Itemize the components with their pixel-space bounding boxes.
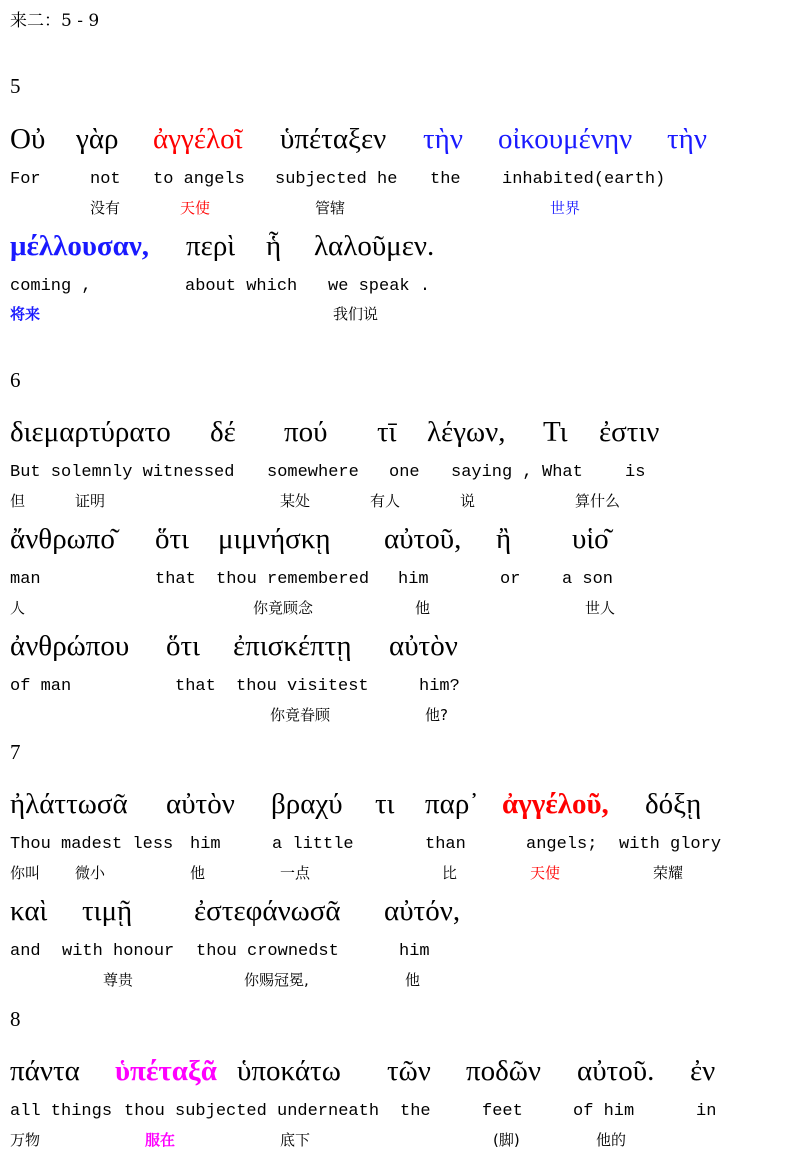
english-gloss: thou crownedst <box>196 942 339 961</box>
chinese-gloss: 某处 <box>280 492 311 510</box>
english-gloss: angels; <box>526 835 598 854</box>
greek-word: τιμῇ <box>82 895 133 927</box>
greek-word: ὑπέταξᾶ <box>115 1055 217 1087</box>
english-gloss: we speak . <box>328 277 431 296</box>
english-gloss: somewhere <box>267 463 359 482</box>
english-gloss: and <box>10 942 41 961</box>
chinese-gloss: 你赐冠冕, <box>244 971 309 989</box>
greek-word: αὐτὸν <box>389 630 458 662</box>
chinese-gloss: 算什么 <box>575 492 621 510</box>
greek-word: ὅτι <box>166 630 200 662</box>
chinese-gloss: 他 <box>405 971 421 989</box>
chinese-gloss: 天使 <box>530 864 561 882</box>
english-gloss: thou visitest <box>236 677 369 696</box>
greek-word: ἠλάττωσᾶ <box>10 788 128 820</box>
english-gloss: with honour <box>62 942 175 961</box>
english-gloss: all things <box>10 1102 113 1121</box>
greek-word: ἐπισκέπτῃ <box>233 630 352 662</box>
greek-word: αὐτοῦ, <box>384 523 462 555</box>
english-gloss: him <box>399 942 430 961</box>
greek-word: ποδῶν <box>466 1055 542 1087</box>
chinese-gloss: 底下 <box>280 1131 311 1149</box>
greek-word: ἀνθρώπου <box>10 630 130 662</box>
chinese-gloss: 他的 <box>596 1131 627 1149</box>
greek-word: Οὐ <box>10 123 46 155</box>
english-gloss: or <box>500 570 521 589</box>
english-gloss: of him <box>573 1102 635 1121</box>
english-gloss: him <box>398 570 429 589</box>
chinese-gloss: 世人 <box>585 599 616 617</box>
greek-word: ἧ <box>266 230 282 262</box>
english-gloss: But solemnly witnessed <box>10 463 235 482</box>
greek-word: ἐστεφάνωσᾶ <box>194 895 341 927</box>
greek-word: ἐστιν <box>599 416 660 448</box>
chinese-gloss: 我们说 <box>333 305 379 323</box>
english-gloss: than <box>425 835 466 854</box>
greek-word: λέγων, <box>427 416 506 448</box>
chinese-gloss: 有人 <box>370 492 401 510</box>
greek-word: ἀγγέλοῖ <box>153 123 243 155</box>
chinese-gloss: (脚) <box>493 1131 520 1149</box>
english-gloss: the <box>400 1102 431 1121</box>
chinese-gloss: 服在 <box>145 1131 176 1149</box>
chinese-gloss: 没有 <box>90 199 121 217</box>
greek-word: παρ᾽ <box>425 788 479 820</box>
greek-word: ὑποκάτω <box>237 1055 341 1087</box>
english-gloss: not <box>90 170 121 189</box>
chinese-gloss: 人 <box>10 599 26 617</box>
chinese-gloss: 天使 <box>180 199 211 217</box>
english-gloss: him? <box>419 677 460 696</box>
english-gloss: him <box>190 835 221 854</box>
greek-word: αὐτόν, <box>384 895 461 927</box>
english-gloss: of man <box>10 677 72 696</box>
greek-word: λαλοῦμεν. <box>314 230 435 262</box>
greek-word: τῑ <box>377 416 397 448</box>
greek-word: ὑπέταξεν <box>280 123 387 155</box>
english-gloss: man <box>10 570 41 589</box>
chinese-gloss: 一点 <box>280 864 311 882</box>
greek-word: μέλλουσαν, <box>10 230 150 262</box>
greek-word: υἱο͂ <box>572 523 609 555</box>
greek-word: δόξῃ <box>645 788 702 820</box>
english-gloss: saying , <box>451 463 533 482</box>
english-gloss: coming , <box>10 277 92 296</box>
english-gloss: feet <box>482 1102 523 1121</box>
greek-word: τῶν <box>387 1055 431 1087</box>
greek-word: οἰκουμένην <box>498 123 633 155</box>
greek-word: ἀγγέλοῦ, <box>502 788 609 820</box>
chinese-gloss: 他 <box>415 599 431 617</box>
english-gloss: inhabited(earth) <box>502 170 666 189</box>
chinese-gloss: 他? <box>425 706 448 724</box>
greek-word: ὅτι <box>155 523 189 555</box>
english-gloss: one <box>389 463 420 482</box>
verse-number: 5 <box>10 74 21 98</box>
english-gloss: subjected he <box>275 170 398 189</box>
greek-word: διεμαρτύρατο <box>10 416 171 448</box>
english-gloss: in <box>696 1102 717 1121</box>
greek-word: αὐτοῦ. <box>577 1055 655 1087</box>
verse-number: 7 <box>10 740 21 764</box>
english-gloss: Thou madest less <box>10 835 174 854</box>
chinese-gloss: 世界 <box>550 199 581 217</box>
english-gloss: the <box>430 170 461 189</box>
greek-word: πάντα <box>10 1055 80 1087</box>
greek-word: δέ <box>210 416 236 448</box>
greek-word: ἐν <box>690 1055 716 1087</box>
greek-word: πού <box>284 416 328 448</box>
english-gloss: What <box>542 463 583 482</box>
greek-word: καὶ <box>10 895 48 927</box>
greek-word: ἢ <box>496 523 512 555</box>
english-gloss: For <box>10 170 41 189</box>
english-gloss: a little <box>272 835 354 854</box>
english-gloss: about which <box>185 277 298 296</box>
greek-word: τὴν <box>667 123 707 155</box>
chinese-gloss: 但 <box>10 492 26 510</box>
chinese-gloss: 证明 <box>75 492 106 510</box>
greek-word: τι <box>375 788 395 820</box>
greek-word: περὶ <box>186 230 236 262</box>
chapter-header: 来二：5 - 9 <box>10 11 100 31</box>
verse-number: 6 <box>10 368 21 392</box>
chinese-gloss: 他 <box>190 864 206 882</box>
chinese-gloss: 尊贵 <box>103 971 134 989</box>
chinese-gloss: 万物 <box>10 1131 41 1149</box>
verse-number: 8 <box>10 1007 21 1031</box>
chinese-gloss: 你竟顾念 <box>253 599 314 617</box>
chinese-gloss: 荣耀 <box>653 864 684 882</box>
english-gloss: that <box>175 677 216 696</box>
chinese-gloss: 说 <box>460 492 476 510</box>
chinese-gloss: 你竟眷顾 <box>270 706 331 724</box>
chinese-gloss: 微小 <box>75 864 106 882</box>
english-gloss: is <box>625 463 646 482</box>
greek-word: γὰρ <box>76 123 119 155</box>
greek-word: ἄνθρωπο͂ <box>10 523 115 555</box>
english-gloss: thou subjected <box>124 1102 267 1121</box>
greek-word: Τι <box>543 416 568 448</box>
english-gloss: that <box>155 570 196 589</box>
english-gloss: underneath <box>277 1102 380 1121</box>
greek-word: βραχύ <box>271 788 343 820</box>
greek-word: τὴν <box>423 123 463 155</box>
english-gloss: to angels <box>153 170 245 189</box>
english-gloss: with glory <box>619 835 722 854</box>
chinese-gloss: 比 <box>442 864 458 882</box>
english-gloss: thou remembered <box>216 570 370 589</box>
greek-word: μιμνήσκῃ <box>218 523 331 555</box>
english-gloss: a son <box>562 570 614 589</box>
chinese-gloss: 管辖 <box>315 199 346 217</box>
greek-word: αὐτὸν <box>166 788 235 820</box>
chinese-gloss: 将来 <box>10 305 41 323</box>
chinese-gloss: 你叫 <box>10 864 41 882</box>
